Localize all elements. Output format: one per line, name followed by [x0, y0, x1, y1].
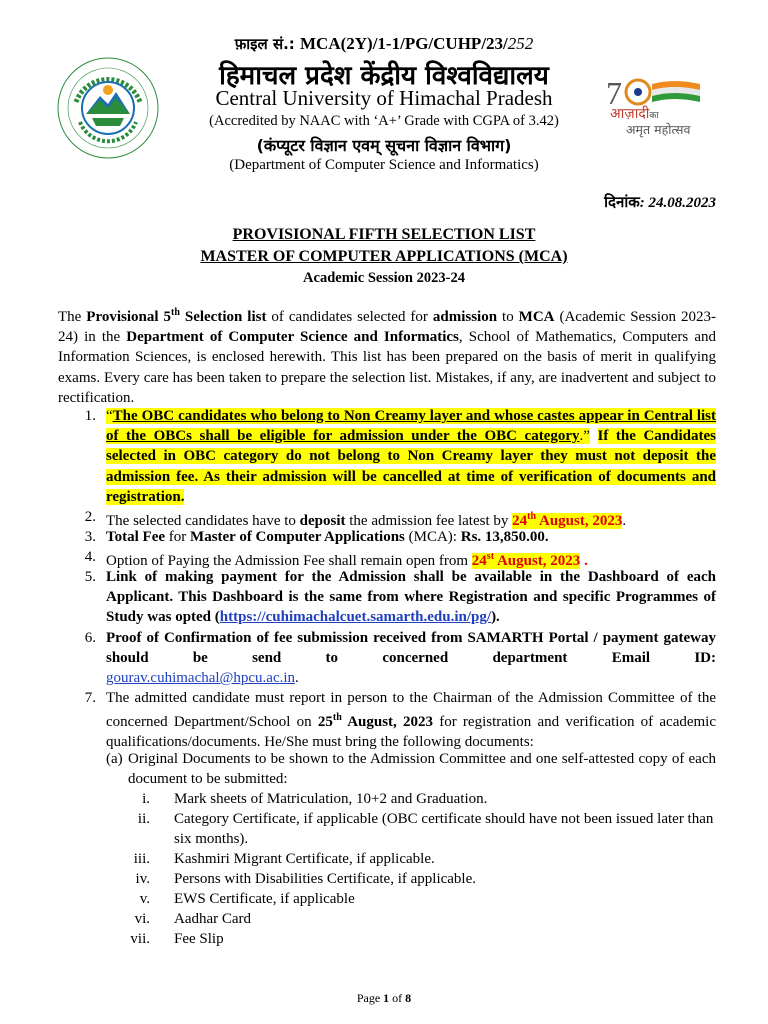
university-name-english: Central University of Himachal Pradesh: [215, 86, 553, 110]
document-item-number: iv.: [135, 871, 150, 887]
date-value: : 24.08.2023: [639, 195, 716, 211]
item-text: Option of Paying the Admission Fee shall remain open from: [106, 553, 472, 569]
accreditation-note: (Accredited by NAAC with ‘A+’ Grade with CGPA of 3.42): [209, 113, 559, 129]
item-text: .: [580, 553, 588, 569]
department-name-english: (Department of Computer Science and Informatics): [229, 157, 539, 173]
list-item-fee-proof: [106, 628, 716, 686]
item-text: (MCA):: [404, 529, 461, 545]
item-text: .”: [579, 428, 590, 445]
file-number-suffix: 252: [507, 34, 534, 53]
azadi-amrit-mahotsav-logo: [604, 74, 708, 140]
file-label: फ़ाइल सं.:: [234, 35, 301, 53]
item-text: If the Candidates selected in OBC category do not belong to Non Creamy layer they must not deposit the admission fee. As their admission will be cancelled at time of verification of documents and registration.: [106, 428, 716, 505]
item-text: Rs. 13,850.00.: [460, 529, 549, 545]
logo-text-azadi: आज़ादी: [610, 106, 650, 122]
intro-text: The: [58, 309, 87, 325]
item-number: 4.: [84, 549, 96, 565]
document-item-number: iii.: [133, 851, 150, 867]
item-number: 5.: [84, 569, 96, 585]
document-item-number: v.: [139, 891, 150, 907]
document-date: [604, 192, 716, 212]
item-text: Link of making payment for the Admission shall be available in the Dashboard of each Applicant. This Dashboard is the same from where Registration and specific Programmes of Study was opted (: [106, 569, 716, 626]
intro-text: (Academic Session 2023-24) in the: [58, 309, 717, 346]
item-text: The OBC candidates who belong to Non Creamy layer and whose castes appear in Central list of the OBCs shall be eligible for admission under the OBC category: [106, 408, 716, 445]
samarth-portal-link[interactable]: https://cuhimachalcuet.samarth.edu.in/pg/: [219, 609, 492, 626]
intro-text: Selection list: [179, 309, 267, 325]
intro-text: admission: [432, 309, 498, 325]
department-name-hindi: (कंप्यूटर विज्ञान एवम् सूचना विज्ञान विभाग): [256, 136, 512, 155]
document-item-number: ii.: [137, 811, 150, 827]
item-text: th: [527, 511, 537, 522]
svg-text:7: 7: [606, 75, 622, 108]
item-number: 2.: [84, 509, 96, 525]
list-item-reporting: [106, 688, 716, 753]
item-number: 7.: [84, 690, 96, 706]
seventy-five-icon: [604, 74, 708, 108]
item-text: .: [295, 670, 299, 686]
sub-item-label: (a): [106, 751, 123, 767]
intro-text: Department of Computer Science and Informatics: [126, 329, 459, 346]
university-seal-logo: [56, 56, 160, 160]
document-item: Kashmiri Migrant Certificate, if applicable.: [174, 851, 435, 867]
item-text: for: [165, 529, 191, 545]
title-academic-session: Academic Session 2023-24: [303, 270, 465, 286]
item-text: August, 2023: [494, 553, 581, 569]
item-text: 25: [317, 714, 333, 731]
list-item-obc: [106, 406, 716, 507]
item-text: August, 2023: [536, 513, 623, 529]
item-number: 1.: [84, 408, 96, 424]
document-item: Mark sheets of Matriculation, 10+2 and Graduation.: [174, 791, 488, 807]
item-text: st: [486, 551, 495, 562]
item-text: .: [622, 513, 627, 529]
document-item: Persons with Disabilities Certificate, if applicable.: [174, 871, 477, 887]
file-number: [0, 34, 768, 54]
item-text: August, 2023: [341, 714, 434, 731]
document-item: Category Certificate, if applicable (OBC certificate should have not been issued later than six months).: [174, 811, 714, 848]
list-item-total-fee: [106, 527, 716, 547]
document-item: EWS Certificate, if applicable: [174, 891, 355, 907]
footer-text: of: [389, 991, 406, 1005]
item-text: The admitted candidate must report in person to the Chairman of the Admission Committee of the concerned Department/School on: [106, 690, 716, 731]
item-text: Original Documents to be shown to the Admission Committee and one self-attested copy of each document to be submitted:: [128, 751, 716, 788]
item-text: the admission fee latest by: [345, 513, 513, 529]
footer-text: Page: [356, 991, 384, 1005]
item-text: The selected candidates have to: [106, 513, 300, 529]
intro-text: , School of Mathematics, Computers and Information Sciences, is enclosed herewith. This list has been prepared on the basis of merit in qualifying exams. Every care has been taken to prepare the selection list. Mistakes, if any, are inadvertent and subject to rectification.: [58, 329, 716, 406]
item-text: 24: [512, 513, 528, 529]
intro-paragraph: [58, 303, 716, 408]
item-text: Total Fee: [106, 529, 166, 545]
logo-text-ka: का: [649, 111, 659, 121]
date-label: दिनांक: [604, 193, 640, 211]
item-text: th: [332, 712, 342, 724]
item-text: 24: [471, 553, 487, 569]
intro-text: of candidates selected for: [266, 309, 433, 325]
document-item-number: vii.: [130, 931, 150, 947]
title-selection-list: PROVISIONAL FIFTH SELECTION LIST: [232, 226, 536, 243]
item-text: “: [106, 408, 113, 424]
reporting-date: [318, 714, 433, 730]
item-number: 3.: [84, 529, 96, 545]
item-text: deposit: [299, 513, 346, 529]
document-item: Aadhar Card: [174, 911, 252, 927]
document-item: Fee Slip: [174, 931, 224, 947]
sub-item-original-documents: [128, 749, 716, 789]
item-text: ).: [491, 609, 500, 626]
file-number-text: MCA(2Y)/1-1/PG/CUHP/23/: [300, 34, 508, 53]
document-item-number: i.: [142, 791, 150, 807]
title-programme: MASTER OF COMPUTER APPLICATIONS (MCA): [200, 248, 568, 265]
item-number: 6.: [84, 630, 96, 646]
intro-text: th: [170, 307, 180, 318]
item-text: for registration and verification of academic qualifications/documents. He/She must bring the following documents:: [106, 714, 716, 751]
department-email-link[interactable]: gourav.cuhimachal@hpcu.ac.in: [106, 670, 296, 686]
footer-page-number: 1: [383, 991, 390, 1005]
intro-text: MCA: [518, 309, 555, 325]
footer-page-total: 8: [405, 991, 412, 1005]
intro-text: to: [497, 309, 519, 325]
item-text: Master of Computer Applications: [190, 529, 405, 545]
logo-text-amrit: अमृत महोत्सव: [626, 122, 691, 137]
university-name-hindi: हिमाचल प्रदेश केंद्रीय विश्वविद्यालय: [219, 61, 549, 91]
item-text: Proof of Confirmation of fee submission received from SAMARTH Portal / payment gateway should be send to concerned department Email ID:: [106, 630, 716, 667]
list-item-payment-link: [106, 567, 716, 628]
document-item-number: vi.: [134, 911, 150, 927]
intro-text: Provisional 5: [86, 309, 171, 325]
page-footer: [0, 991, 768, 1006]
